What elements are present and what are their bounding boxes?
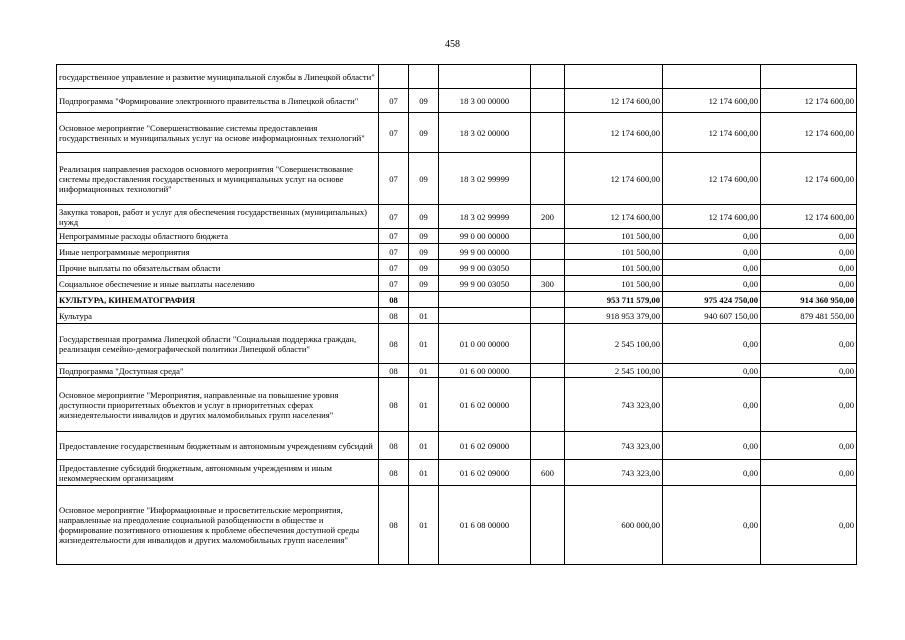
amount-year1-cell: 101 500,00 — [565, 276, 663, 292]
amount-year2-cell: 0,00 — [663, 432, 761, 460]
subsection-code-cell: 01 — [409, 308, 439, 324]
amount-year1-cell: 743 323,00 — [565, 378, 663, 432]
target-article-cell: 01 6 02 09000 — [439, 460, 531, 486]
amount-year2-cell: 12 174 600,00 — [663, 89, 761, 113]
amount-year3-cell: 0,00 — [761, 244, 857, 260]
amount-year1-cell: 743 323,00 — [565, 432, 663, 460]
amount-year2-cell: 0,00 — [663, 378, 761, 432]
table-row — [57, 308, 857, 324]
amount-year3-cell: 12 174 600,00 — [761, 205, 857, 229]
expense-type-cell — [531, 89, 565, 113]
expense-type-cell — [531, 308, 565, 324]
amount-year3-cell: 0,00 — [761, 378, 857, 432]
table-row — [57, 460, 857, 486]
amount-year2-cell: 0,00 — [663, 229, 761, 244]
amount-year2-cell — [663, 65, 761, 89]
table-row — [57, 486, 857, 565]
expense-type-cell — [531, 260, 565, 276]
amount-year3-cell: 12 174 600,00 — [761, 89, 857, 113]
row-name-cell: Предоставление государственным бюджетным и автономным учреждениям субсидий — [57, 432, 379, 460]
amount-year1-cell: 101 500,00 — [565, 229, 663, 244]
expense-type-cell — [531, 65, 565, 89]
amount-year3-cell: 0,00 — [761, 229, 857, 244]
subsection-code-cell — [409, 292, 439, 308]
amount-year3-cell: 0,00 — [761, 364, 857, 378]
row-name-cell: Культура — [57, 308, 379, 324]
subsection-code-cell: 09 — [409, 205, 439, 229]
target-article-cell — [439, 292, 531, 308]
amount-year1-cell: 2 545 100,00 — [565, 364, 663, 378]
target-article-cell: 18 3 02 99999 — [439, 153, 531, 205]
page-number: 458 — [445, 39, 460, 50]
table-row — [57, 65, 857, 89]
target-article-cell — [439, 65, 531, 89]
table-row — [57, 89, 857, 113]
subsection-code-cell: 09 — [409, 244, 439, 260]
row-name-cell: Государственная программа Липецкой области "Социальная поддержка граждан, реализация семейно-демографической политики Липецкой области" — [57, 324, 379, 364]
expense-type-cell — [531, 432, 565, 460]
amount-year1-cell: 918 953 379,00 — [565, 308, 663, 324]
expense-type-cell: 300 — [531, 276, 565, 292]
expense-type-cell — [531, 153, 565, 205]
amount-year2-cell: 12 174 600,00 — [663, 113, 761, 153]
row-name-cell: Реализация направления расходов основного мероприятия "Совершенствование системы предоставления государственных и муниципальных услуг на основе информационных технологий" — [57, 153, 379, 205]
expense-type-cell: 200 — [531, 205, 565, 229]
section-code-cell: 07 — [379, 205, 409, 229]
target-article-cell: 01 6 02 00000 — [439, 378, 531, 432]
amount-year2-cell: 0,00 — [663, 324, 761, 364]
section-code-cell: 07 — [379, 153, 409, 205]
section-code-cell: 07 — [379, 244, 409, 260]
row-name-cell: Социальное обеспечение и иные выплаты населению — [57, 276, 379, 292]
target-article-cell: 99 9 00 03050 — [439, 260, 531, 276]
subsection-code-cell: 01 — [409, 486, 439, 565]
section-code-cell: 08 — [379, 486, 409, 565]
table-row — [57, 205, 857, 229]
expense-type-cell — [531, 229, 565, 244]
amount-year2-cell: 0,00 — [663, 486, 761, 565]
target-article-cell: 99 9 00 03050 — [439, 276, 531, 292]
table-row — [57, 432, 857, 460]
amount-year3-cell — [761, 65, 857, 89]
amount-year1-cell: 12 174 600,00 — [565, 89, 663, 113]
row-name-cell: Закупка товаров, работ и услуг для обеспечения государственных (муниципальных) нужд — [57, 205, 379, 229]
amount-year2-cell: 0,00 — [663, 260, 761, 276]
row-name-cell: Основное мероприятие "Мероприятия, направленные на повышение уровня доступности приоритетных объектов и услуг в приоритетных сферах жизнедеятельности инвалидов и других маломобильных групп населения" — [57, 378, 379, 432]
amount-year1-cell: 743 323,00 — [565, 460, 663, 486]
expense-type-cell — [531, 324, 565, 364]
subsection-code-cell: 01 — [409, 432, 439, 460]
amount-year1-cell — [565, 65, 663, 89]
row-name-cell: Подпрограмма "Доступная среда" — [57, 364, 379, 378]
expense-type-cell — [531, 244, 565, 260]
section-code-cell: 08 — [379, 432, 409, 460]
target-article-cell: 18 3 00 00000 — [439, 89, 531, 113]
amount-year3-cell: 879 481 550,00 — [761, 308, 857, 324]
amount-year2-cell: 0,00 — [663, 276, 761, 292]
target-article-cell: 18 3 02 00000 — [439, 113, 531, 153]
subsection-code-cell: 09 — [409, 113, 439, 153]
amount-year2-cell: 0,00 — [663, 364, 761, 378]
subsection-code-cell: 01 — [409, 460, 439, 486]
table-row — [57, 260, 857, 276]
expense-type-cell — [531, 292, 565, 308]
table-row — [57, 113, 857, 153]
amount-year3-cell: 0,00 — [761, 432, 857, 460]
section-code-cell — [379, 65, 409, 89]
section-code-cell: 07 — [379, 276, 409, 292]
row-name-cell: Основное мероприятие "Информационные и просветительские мероприятия, направленные на преодоление социальной разобщенности в обществе и формирование позитивного отношения к проблеме обеспечения доступной среды жизнедеятельности для инвалидов и других маломобильных групп населения" — [57, 486, 379, 565]
amount-year2-cell: 940 607 150,00 — [663, 308, 761, 324]
table-row — [57, 292, 857, 308]
target-article-cell: 99 9 00 00000 — [439, 244, 531, 260]
amount-year3-cell: 0,00 — [761, 460, 857, 486]
subsection-code-cell: 01 — [409, 378, 439, 432]
amount-year2-cell: 975 424 750,00 — [663, 292, 761, 308]
target-article-cell: 01 6 00 00000 — [439, 364, 531, 378]
amount-year3-cell: 12 174 600,00 — [761, 153, 857, 205]
target-article-cell: 18 3 02 99999 — [439, 205, 531, 229]
section-code-cell: 08 — [379, 324, 409, 364]
amount-year2-cell: 0,00 — [663, 244, 761, 260]
row-name-cell: Подпрограмма "Формирование электронного правительства в Липецкой области" — [57, 89, 379, 113]
section-code-cell: 08 — [379, 460, 409, 486]
amount-year3-cell: 12 174 600,00 — [761, 113, 857, 153]
expense-type-cell: 600 — [531, 460, 565, 486]
target-article-cell: 01 6 08 00000 — [439, 486, 531, 565]
section-code-cell: 08 — [379, 292, 409, 308]
subsection-code-cell: 09 — [409, 260, 439, 276]
row-name-cell: Основное мероприятие "Совершенствование системы предоставления государственных и муниципальных услуг на основе информационных технологий" — [57, 113, 379, 153]
amount-year1-cell: 2 545 100,00 — [565, 324, 663, 364]
section-code-cell: 08 — [379, 308, 409, 324]
section-code-cell: 07 — [379, 113, 409, 153]
amount-year1-cell: 101 500,00 — [565, 260, 663, 276]
amount-year3-cell: 0,00 — [761, 260, 857, 276]
expense-type-cell — [531, 364, 565, 378]
amount-year3-cell: 0,00 — [761, 276, 857, 292]
amount-year2-cell: 12 174 600,00 — [663, 205, 761, 229]
amount-year3-cell: 0,00 — [761, 486, 857, 565]
table-row — [57, 324, 857, 364]
subsection-code-cell: 09 — [409, 229, 439, 244]
subsection-code-cell: 09 — [409, 89, 439, 113]
subsection-code-cell: 01 — [409, 364, 439, 378]
row-name-cell: Прочие выплаты по обязательствам области — [57, 260, 379, 276]
subsection-code-cell: 09 — [409, 153, 439, 205]
amount-year3-cell: 914 360 950,00 — [761, 292, 857, 308]
amount-year1-cell: 101 500,00 — [565, 244, 663, 260]
amount-year2-cell: 12 174 600,00 — [663, 153, 761, 205]
amount-year1-cell: 12 174 600,00 — [565, 205, 663, 229]
amount-year1-cell: 953 711 579,00 — [565, 292, 663, 308]
amount-year1-cell: 12 174 600,00 — [565, 113, 663, 153]
target-article-cell — [439, 308, 531, 324]
row-name-cell: КУЛЬТУРА, КИНЕМАТОГРАФИЯ — [57, 292, 379, 308]
subsection-code-cell — [409, 65, 439, 89]
amount-year3-cell: 0,00 — [761, 324, 857, 364]
amount-year2-cell: 0,00 — [663, 460, 761, 486]
budget-table — [56, 64, 857, 565]
section-code-cell: 08 — [379, 378, 409, 432]
section-code-cell: 07 — [379, 229, 409, 244]
subsection-code-cell: 01 — [409, 324, 439, 364]
target-article-cell: 01 6 02 09000 — [439, 432, 531, 460]
row-name-cell: Предоставление субсидий бюджетным, автономным учреждениям и иным некоммерческим организациям — [57, 460, 379, 486]
amount-year1-cell: 12 174 600,00 — [565, 153, 663, 205]
table-row — [57, 364, 857, 378]
expense-type-cell — [531, 113, 565, 153]
expense-type-cell — [531, 378, 565, 432]
table-row — [57, 229, 857, 244]
section-code-cell: 07 — [379, 89, 409, 113]
subsection-code-cell: 09 — [409, 276, 439, 292]
table-row — [57, 153, 857, 205]
row-name-cell: Иные непрограммные мероприятия — [57, 244, 379, 260]
expense-type-cell — [531, 486, 565, 565]
row-name-cell: государственное управление и развитие муниципальной службы в Липецкой области" — [57, 65, 379, 89]
table-row — [57, 244, 857, 260]
target-article-cell: 01 0 00 00000 — [439, 324, 531, 364]
amount-year1-cell: 600 000,00 — [565, 486, 663, 565]
section-code-cell: 08 — [379, 364, 409, 378]
section-code-cell: 07 — [379, 260, 409, 276]
table-row — [57, 276, 857, 292]
table-row — [57, 378, 857, 432]
row-name-cell: Непрограммные расходы областного бюджета — [57, 229, 379, 244]
target-article-cell: 99 0 00 00000 — [439, 229, 531, 244]
budget-table-body — [57, 65, 857, 565]
